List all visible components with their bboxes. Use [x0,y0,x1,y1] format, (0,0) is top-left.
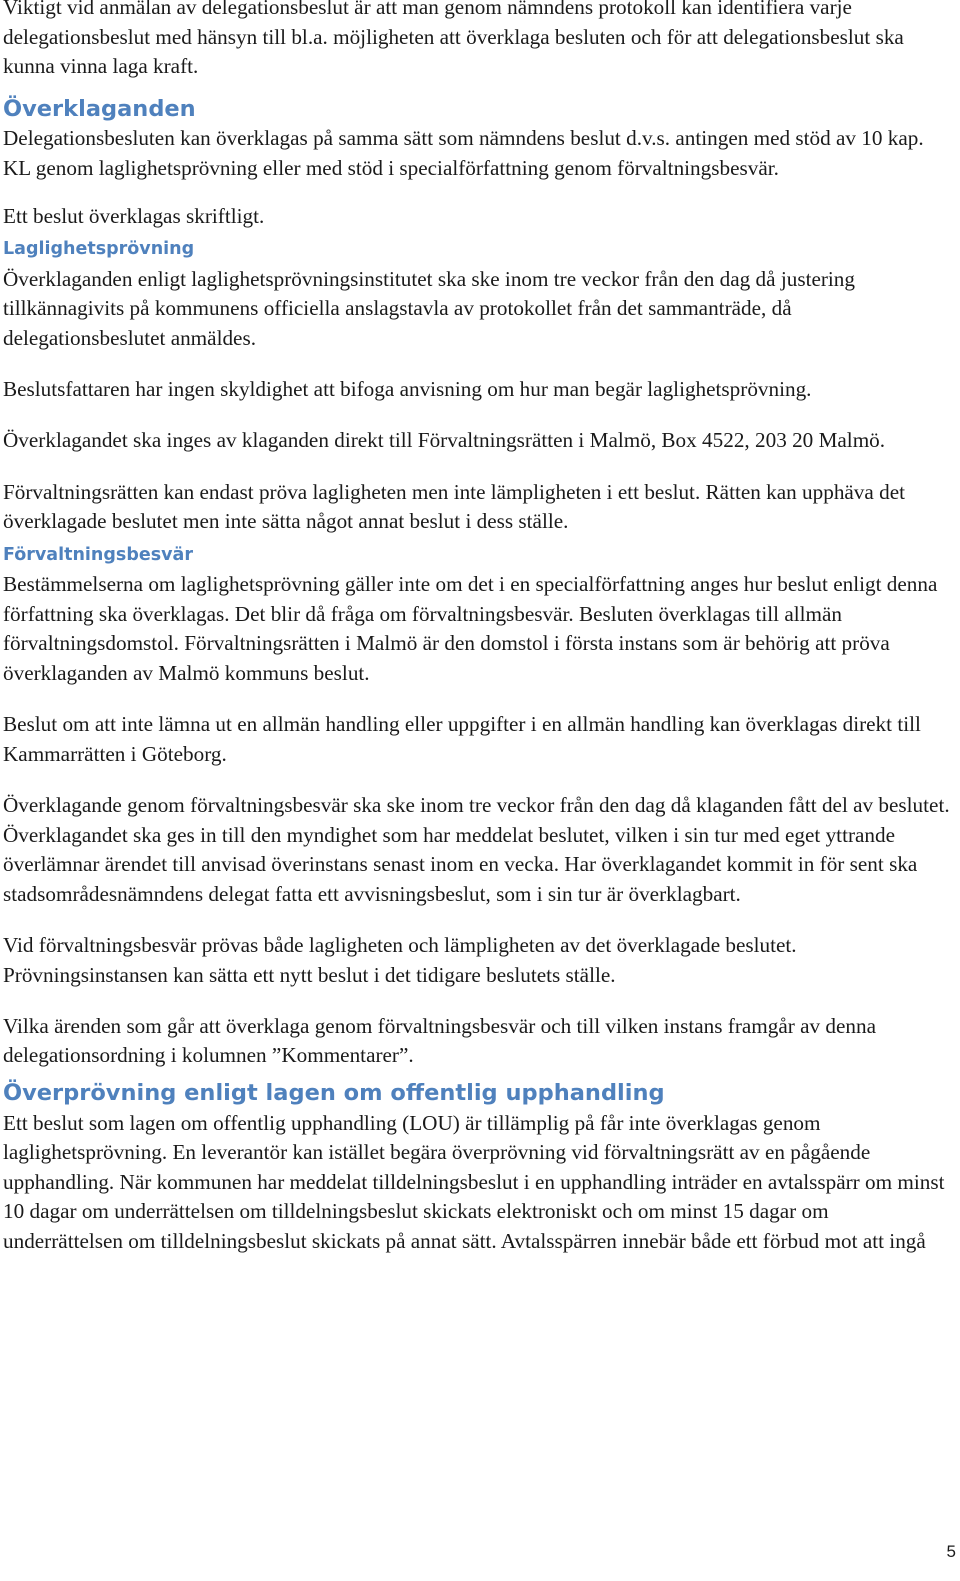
heading-forvaltningsbesvar: Förvaltningsbesvär [3,544,193,565]
overklaganden-paragraph-2: Ett beslut överklagas skriftligt. [3,203,265,228]
forvaltningsbesvar-paragraph-1: Bestämmelserna om laglighetsprövning gäller inte om det i en specialförfattning anges hur beslut enligt denna författning ska överklagas. Det blir då fråga om förvaltningsbesvär. Besluten överklagas till allmän förvaltningsdomstol. Förvaltningsrätten i Malmö är den domstol i första instans som är behörig att pröva överklaganden av Malmö kommuns beslut. [3,572,938,686]
forvaltningsbesvar-paragraph-4: Vid förvaltningsbesvär prövas både lagligheten och lämpligheten av det överklagade beslutet. Prövningsinstansen kan sätta ett nytt beslut i det tidigare beslutets ställe. [3,933,797,987]
overprovning-paragraph-1: Ett beslut som lagen om offentlig upphandling (LOU) är tillämplig på får inte överklagas genom laglighetsprövning. En leverantör kan istället begära överprövning vid förvaltningsrätt av en pågående upphandling. När kommunen har meddelat tilldelningsbeslut i en upphandling inträder en avtalsspärr om minst 10 dagar om underrättelsen om tilldelningsbeslut skickats elektroniskt och om minst 15 dagar om underrättelsen om tilldelningsbeslut skickats på annat sätt. Avtalsspärren innebär både ett förbud mot att ingå [3,1110,945,1253]
page-number: 5 [946,1542,956,1561]
forvaltningsbesvar-paragraph-2: Beslut om att inte lämna ut en allmän handling eller uppgifter i en allmän handling kan överklagas direkt till Kammarrätten i Göteborg. [3,712,921,766]
heading-overklaganden: Överklaganden [3,95,196,122]
overklaganden-paragraph-1: Delegationsbesluten kan överklagas på samma sätt som nämndens beslut d.v.s. antingen med stöd av 10 kap. KL genom laglighetsprövning eller med stöd i specialförfattning genom förvaltningsbesvär. [3,126,924,180]
laglighetsprovning-paragraph-1: Överklaganden enligt laglighetsprövningsinstitutet ska ske inom tre veckor från den dag då justering tillkännagivits på kommunens officiella anslagstavla av protokollet från det sammanträde, då delegationsbeslutet anmäldes. [3,266,855,350]
laglighetsprovning-paragraph-4: Förvaltningsrätten kan endast pröva lagligheten men inte lämpligheten i ett beslut. Rätten kan upphäva det överklagade beslutet men inte sätta något annat beslut i dess ställe. [3,479,905,534]
intro-paragraph: Viktigt vid anmälan av delegationsbeslut är att man genom nämndens protokoll kan identifiera varje delegationsbeslut med hänsyn till bl.a. möjligheten att överklaga besluten och för att delegationsbeslut ska kunna vinna laga kraft. [3,0,904,79]
forvaltningsbesvar-paragraph-3: Överklagande genom förvaltningsbesvär ska ske inom tre veckor från den dag då klaganden fått del av beslutet. Överklagandet ska ges in till den myndighet som har meddelat beslutet, vilken i sin tur med eget yttrande överlämnar ärendet till anvisad överinstans senast inom en vecka. Har överklagandet kommit in för sent ska stadsområdesnämndens delegat fatta ett avvisningsbeslut, som i sin tur är överklagbart. [3,793,950,906]
laglighetsprovning-paragraph-2: Beslutsfattaren har ingen skyldighet att bifoga anvisning om hur man begär laglighetsprövning. [3,377,812,402]
heading-laglighetsprovning: Laglighetsprövning [3,239,195,260]
forvaltningsbesvar-paragraph-5: Vilka ärenden som går att överklaga genom förvaltningsbesvär och till vilken instans framgår av denna delegationsordning i kolumnen ”Kommentarer”. [3,1013,877,1068]
document-body [3,0,951,1257]
heading-overprovning: Överprövning enligt lagen om offentlig upphandling [3,1079,665,1106]
laglighetsprovning-paragraph-3: Överklagandet ska inges av klaganden direkt till Förvaltningsrätten i Malmö, Box 4522, 203 20 Malmö. [3,428,886,453]
